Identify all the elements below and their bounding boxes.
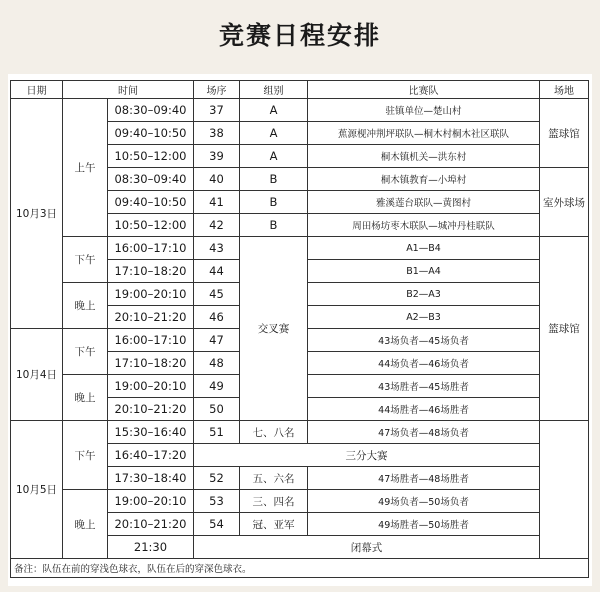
match-number: 49: [194, 375, 240, 398]
header-venue: 场地: [540, 81, 589, 99]
match-number: 37: [194, 99, 240, 122]
date-cell: 10月5日: [11, 421, 63, 559]
table-row: [11, 237, 589, 260]
group-cell: B: [240, 191, 308, 214]
time-cell: 17:10–18:20: [108, 260, 194, 283]
page-title: 竞赛日程安排: [218, 21, 381, 50]
teams-cell: 桐木镇机关—洪东村: [308, 145, 540, 168]
match-number: 52: [194, 467, 240, 490]
date-cell: 10月4日: [11, 329, 63, 421]
time-cell: 09:40–10:50: [108, 122, 194, 145]
time-cell: 10:50–12:00: [108, 214, 194, 237]
group-cell: A: [240, 99, 308, 122]
match-number: 38: [194, 122, 240, 145]
group-cell: A: [240, 122, 308, 145]
group-cell: A: [240, 145, 308, 168]
match-number: 53: [194, 490, 240, 513]
teams-cell: 驻镇单位—楚山村: [308, 99, 540, 122]
teams-cell: 桐木镇教育—小埠村: [308, 168, 540, 191]
teams-cell: 47场胜者—48场胜者: [308, 467, 540, 490]
time-cell: 16:00–17:10: [108, 237, 194, 260]
group-cell: 冠、亚军: [240, 513, 308, 536]
period-cell: 上午: [63, 99, 108, 237]
time-cell: 16:40–17:20: [108, 444, 194, 467]
table-row: [11, 421, 589, 444]
teams-cell: 47场负者—48场负者: [308, 421, 540, 444]
match-number: 45: [194, 283, 240, 306]
teams-cell: 49场负者—50场负者: [308, 490, 540, 513]
teams-cell: A1—B4: [308, 237, 540, 260]
three-point-contest: 三分大赛: [194, 444, 540, 467]
header-row: [11, 81, 589, 99]
group-cell: 三、四名: [240, 490, 308, 513]
time-cell: 08:30–09:40: [108, 168, 194, 191]
teams-cell: 43场胜者—45场胜者: [308, 375, 540, 398]
period-cell: 晚上: [63, 283, 108, 329]
match-number: 42: [194, 214, 240, 237]
match-number: 39: [194, 145, 240, 168]
group-cell: 交叉赛: [240, 237, 308, 421]
teams-cell: B2—A3: [308, 283, 540, 306]
period-cell: 下午: [63, 329, 108, 375]
match-number: 54: [194, 513, 240, 536]
time-cell: 17:10–18:20: [108, 352, 194, 375]
match-number: 44: [194, 260, 240, 283]
table-row: [11, 490, 589, 513]
match-number: 40: [194, 168, 240, 191]
match-number: 46: [194, 306, 240, 329]
teams-cell: 周田杨坊枣木联队—城冲丹桂联队: [308, 214, 540, 237]
group-cell: B: [240, 214, 308, 237]
table-row: [11, 99, 589, 122]
teams-cell: B1—A4: [308, 260, 540, 283]
venue-cell: 篮球馆: [540, 237, 589, 421]
time-cell: 08:30–09:40: [108, 99, 194, 122]
period-cell: 下午: [63, 237, 108, 283]
time-cell: 19:00–20:10: [108, 490, 194, 513]
teams-cell: 44场胜者—46场胜者: [308, 398, 540, 421]
teams-cell: 雅溪莲台联队—黄图村: [308, 191, 540, 214]
venue-cell: 室外球场: [540, 168, 589, 237]
period-cell: 下午: [63, 421, 108, 490]
match-number: 51: [194, 421, 240, 444]
date-cell: 10月3日: [11, 99, 63, 329]
time-cell: 20:10–21:20: [108, 398, 194, 421]
time-cell: 09:40–10:50: [108, 191, 194, 214]
match-number: 48: [194, 352, 240, 375]
venue-cell: [540, 421, 589, 559]
group-cell: B: [240, 168, 308, 191]
time-cell: 20:10–21:20: [108, 513, 194, 536]
teams-cell: 49场胜者—50场胜者: [308, 513, 540, 536]
group-cell: 五、六名: [240, 467, 308, 490]
closing-ceremony: 闭幕式: [194, 536, 540, 559]
match-number: 50: [194, 398, 240, 421]
header-match: 场序: [194, 81, 240, 99]
time-cell: 15:30–16:40: [108, 421, 194, 444]
match-number: 47: [194, 329, 240, 352]
note-row: [11, 559, 589, 578]
header-date: 日期: [11, 81, 63, 99]
time-cell: 20:10–21:20: [108, 306, 194, 329]
period-cell: 晚上: [63, 375, 108, 421]
teams-cell: 43场负者—45场负者: [308, 329, 540, 352]
time-cell: 19:00–20:10: [108, 375, 194, 398]
match-number: 41: [194, 191, 240, 214]
time-cell: 16:00–17:10: [108, 329, 194, 352]
group-cell: 七、八名: [240, 421, 308, 444]
period-cell: 晚上: [63, 490, 108, 559]
note-text: 备注：队伍在前的穿浅色球衣，队伍在后的穿深色球衣。: [11, 559, 589, 578]
teams-cell: 44场负者—46场负者: [308, 352, 540, 375]
time-cell: 19:00–20:10: [108, 283, 194, 306]
match-number: 43: [194, 237, 240, 260]
time-cell: 10:50–12:00: [108, 145, 194, 168]
time-cell: 17:30–18:40: [108, 467, 194, 490]
header-teams: 比赛队: [308, 81, 540, 99]
schedule-table: [10, 80, 589, 578]
venue-cell: 篮球馆: [540, 99, 589, 168]
teams-cell: 蕉源枧冲荆坪联队—桐木村桐木社区联队: [308, 122, 540, 145]
header-time: 时间: [63, 81, 194, 99]
time-cell: 21:30: [108, 536, 194, 559]
teams-cell: A2—B3: [308, 306, 540, 329]
header-group: 组别: [240, 81, 308, 99]
